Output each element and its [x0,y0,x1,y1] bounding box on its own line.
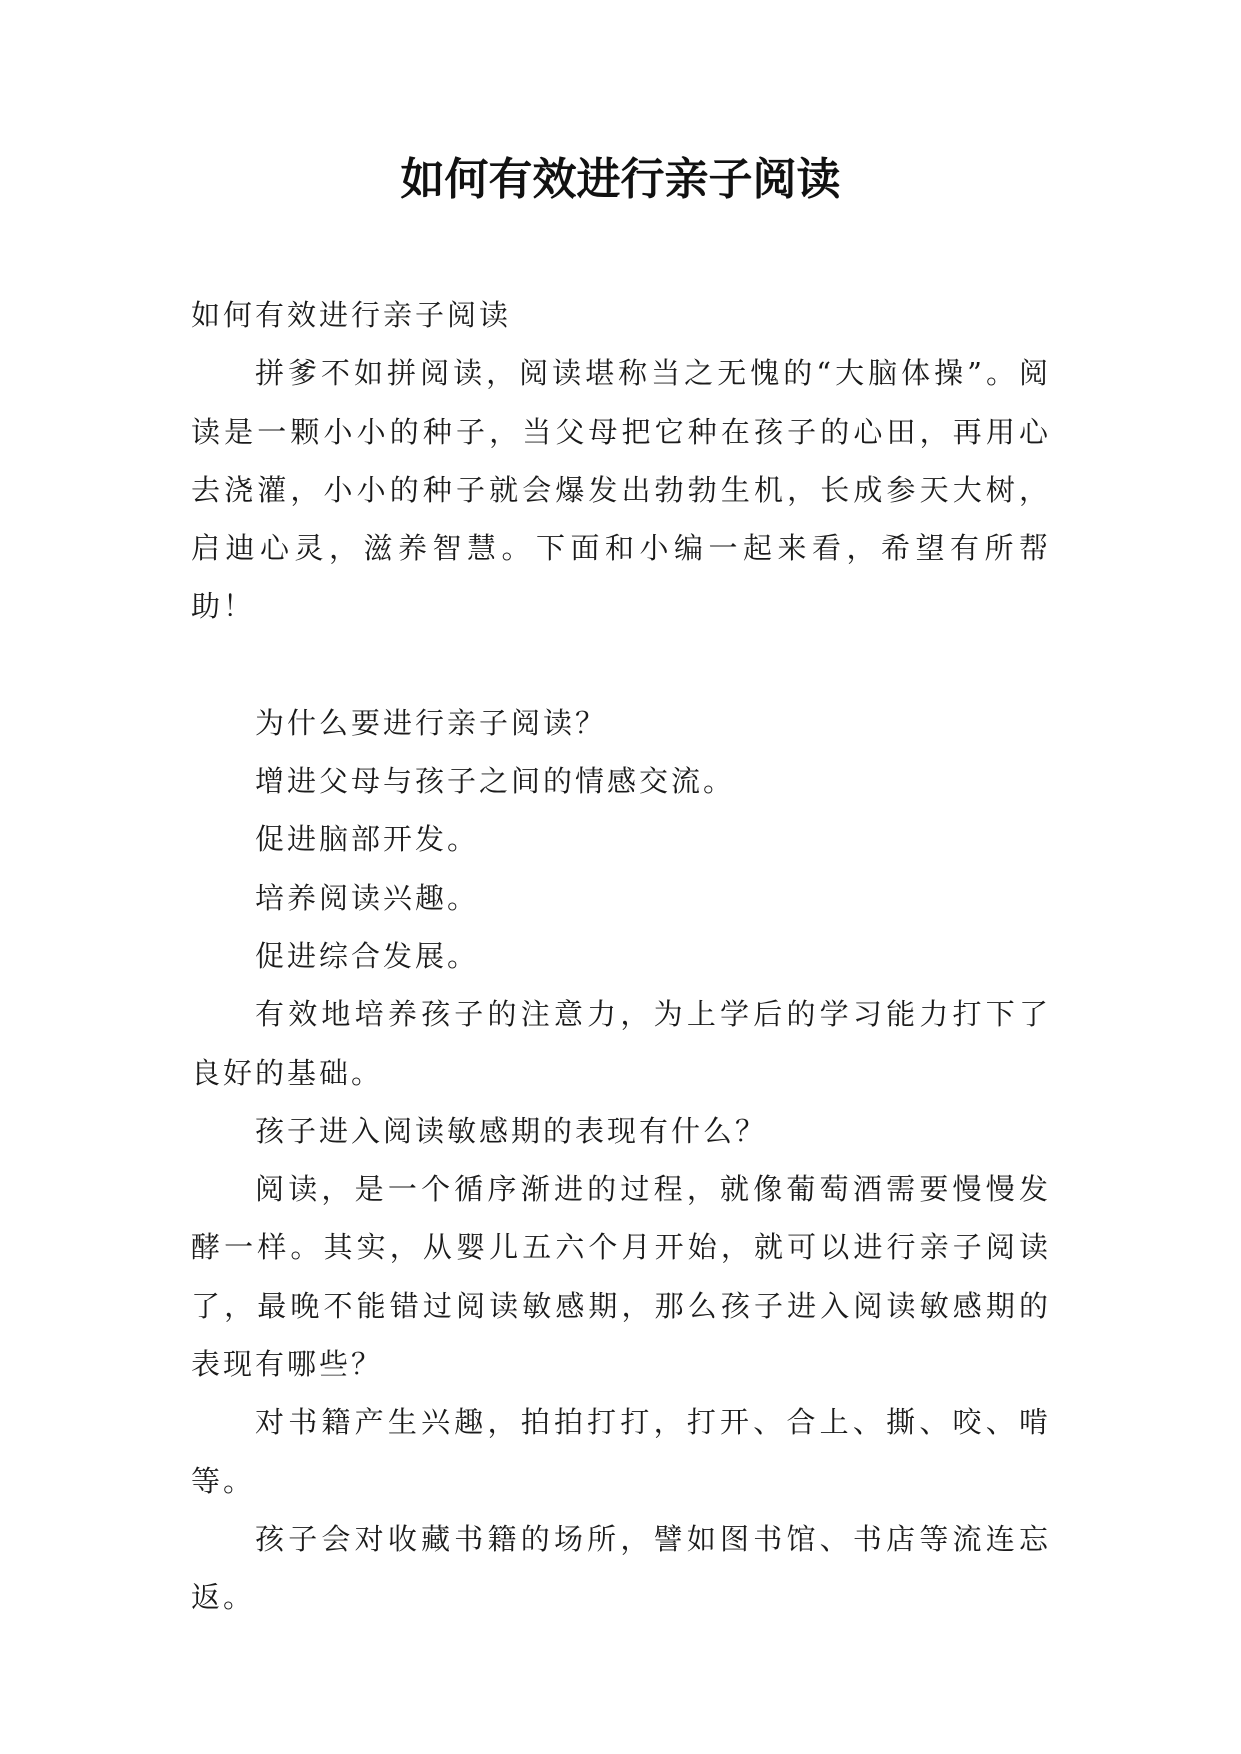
body-paragraph: 对书籍产生兴趣，拍拍打打，打开、合上、撕、咬、啃等。 [191,1405,1051,1498]
document-title: 如何有效进行亲子阅读 [400,154,841,205]
list-item: 促进综合发展。 [255,938,480,973]
list-item: 有效地培养孩子的注意力，为上学后的学习能力打下了良好的基础。 [191,997,1051,1090]
subtitle-paragraph: 如何有效进行亲子阅读 [191,298,512,332]
list-item: 培养阅读兴趣。 [255,880,480,915]
list-item: 增进父母与孩子之间的情感交流。 [255,764,736,799]
list-item: 促进脑部开发。 [255,822,480,857]
section-heading-why: 为什么要进行亲子阅读？ [255,705,608,740]
document-body [191,286,1051,1627]
section-heading-sensitive-period: 孩子进入阅读敏感期的表现有什么？ [255,1113,768,1148]
intro-paragraph: 拼爹不如拼阅读，阅读堪称当之无愧的“大脑体操”。阅读是一颗小小的种子，当父母把它种在孩子的心田，再用心去浇灌，小小的种子就会爆发出勃勃生机，长成参天大树，启迪心灵，滋养智慧。下面和小编一起来看，希望有所帮助！ [191,356,1051,624]
body-paragraph: 阅读，是一个循序渐进的过程，就像葡萄酒需要慢慢发酵一样。其实，从婴儿五六个月开始，就可以进行亲子阅读了，最晚不能错过阅读敏感期，那么孩子进入阅读敏感期的表现有哪些？ [191,1172,1051,1382]
body-paragraph: 孩子会对收藏书籍的场所，譬如图书馆、书店等流连忘返。 [191,1521,1051,1615]
